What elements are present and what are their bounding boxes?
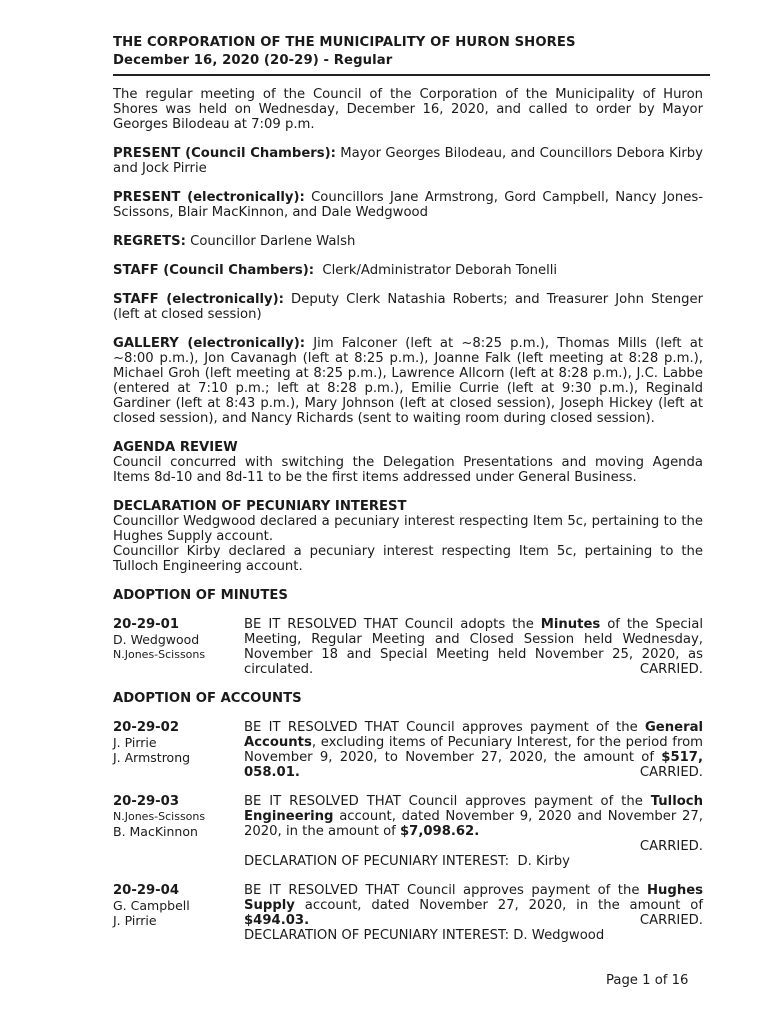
motion-text [244, 720, 703, 780]
motion-20-29-01 [113, 617, 703, 677]
intro-paragraph: The regular meeting of the Council of the Corporation of the Municipality of Huron Shores was held on Wednesday, December 16, 2020, and called to order by Mayor Georges Bilodeau at 7:09 p.m. [113, 87, 703, 132]
carried-label: CARRIED. [639, 839, 703, 854]
motion-amount: $494.03. [244, 913, 310, 928]
motion-number: 20-29-02 [113, 720, 180, 735]
motion-text [244, 883, 703, 943]
gallery [113, 336, 703, 426]
motion-text-bold: Tulloch Engineering [244, 794, 703, 824]
motion-text [244, 794, 703, 869]
motion-number: 20-29-01 [113, 617, 180, 632]
motion-declaration: DECLARATION OF PECUNIARY INTEREST: D. Kirby [244, 854, 570, 869]
agenda-review-text: Council concurred with switching the Delegation Presentations and moving Agenda Items 8d-10 and 8d-11 to be the first items addressed under General Business. [113, 455, 703, 485]
agenda-review-heading: AGENDA REVIEW [113, 440, 238, 455]
motion-20-29-03 [113, 794, 703, 869]
motion-mover: D. Wedgwood [113, 632, 200, 647]
staff-chambers-label: STAFF (Council Chambers): [113, 263, 315, 278]
motion-text-bold: General Accounts [244, 720, 703, 750]
accounts-heading: ADOPTION OF ACCOUNTS [113, 691, 302, 706]
carried-label: CARRIED. [639, 765, 703, 780]
present-chambers-label: PRESENT (Council Chambers): [113, 146, 336, 161]
regrets-label: REGRETS: [113, 234, 186, 249]
motion-mover: N.Jones-Scissons [113, 810, 206, 823]
staff-chambers-text: Clerk/Administrator Deborah Tonelli [314, 263, 558, 278]
document-subtitle: December 16, 2020 (20-29) - Regular [113, 53, 393, 68]
motion-text [244, 617, 703, 677]
motion-20-29-02 [113, 720, 703, 780]
motion-text-pre: BE IT RESOLVED THAT Council approves payment of the [244, 720, 645, 735]
regrets [113, 234, 703, 249]
motion-mover: J. Pirrie [113, 735, 157, 750]
motion-seconder: N.Jones-Scissons [113, 648, 206, 661]
gallery-text: Jim Falconer (left at ~8:25 p.m.), Thomas Mills (left at ~8:00 p.m.), Jon Cavanagh (left at 8:25 p.m.), Joanne Falk (left meeting at 8:28 p.m.), Michael Groh (left meeting at 8:25 p.m.), Lawrence Allcorn (left at 8:28 p.m.), J.C. Labbe (entered at 7:10 p.m.; left at 8:28 p.m.), Emilie Currie (left at 9:30 p.m.), Reginald Gardiner (left at 8:43 p.m.), Mary Johnson (left at closed session), Joseph Hickey (left at closed session), and Nancy Richards (sent to waiting room during closed session). [113, 336, 703, 426]
carried-label: CARRIED. [639, 662, 703, 677]
motion-number: 20-29-04 [113, 883, 180, 898]
gallery-label: GALLERY (electronically): [113, 336, 306, 351]
motion-text-bold: Minutes [540, 617, 601, 632]
minutes-heading: ADOPTION OF MINUTES [113, 588, 288, 603]
regrets-text: Councillor Darlene Walsh [185, 234, 356, 249]
motion-declaration: DECLARATION OF PECUNIARY INTEREST: D. Wedgwood [244, 928, 605, 943]
present-electronic-text: Councillors Jane Armstrong, Gord Campbell, Nancy Jones-Scissons, Blair MacKinnon, and Dale Wedgwood [113, 190, 703, 220]
document-page [113, 34, 703, 943]
page-number: Page 1 of 16 [606, 973, 689, 988]
staff-electronic-label: STAFF (electronically): [113, 292, 284, 307]
motion-meta [113, 794, 244, 869]
motion-seconder: J. Armstrong [113, 750, 191, 765]
motion-seconder: B. MacKinnon [113, 824, 198, 839]
motion-meta [113, 883, 244, 943]
motion-amount: $7,098.62. [399, 824, 480, 839]
motion-text-mid: , excluding items of Pecuniary Interest, for the period from November 9, 2020, to November 27, 2020, the amount of [244, 735, 703, 765]
motion-text-pre: BE IT RESOLVED THAT Council approves payment of the [244, 883, 647, 898]
motion-amount: $517, 058.01. [244, 750, 703, 780]
present-electronic [113, 190, 703, 220]
staff-chambers [113, 263, 703, 278]
motion-meta [113, 617, 244, 677]
present-chambers-text: Mayor Georges Bilodeau, and Councillors Debora Kirby and Jock Pirrie [113, 146, 703, 176]
motion-text-post: of the Special Meeting, Regular Meeting and Closed Session held Wednesday, November 18 and Special Meeting held November 25, 2020, as circulated. [244, 617, 703, 677]
motion-20-29-04 [113, 883, 703, 943]
motion-mover: G. Campbell [113, 898, 190, 913]
pecuniary-line-1: Councillor Wedgwood declared a pecuniary interest respecting Item 5c, pertaining to the Hughes Supply account. [113, 514, 703, 544]
motion-text-bold: Hughes Supply [244, 883, 703, 913]
motion-seconder: J. Pirrie [113, 913, 157, 928]
motion-text-pre: BE IT RESOLVED THAT Council approves payment of the [244, 794, 651, 809]
pecuniary-line-2: Councillor Kirby declared a pecuniary interest respecting Item 5c, pertaining to the Tulloch Engineering account. [113, 544, 703, 574]
motion-number: 20-29-03 [113, 794, 180, 809]
staff-electronic-text: Deputy Clerk Natashia Roberts; and Treasurer John Stenger (left at closed session) [113, 292, 703, 322]
staff-electronic [113, 292, 703, 322]
pecuniary-heading: DECLARATION OF PECUNIARY INTEREST [113, 499, 407, 514]
carried-label: CARRIED. [639, 913, 703, 928]
motion-text-mid: account, dated November 9, 2020 and November 27, 2020, in the amount of [244, 809, 703, 839]
document-title: THE CORPORATION OF THE MUNICIPALITY OF HURON SHORES [113, 35, 576, 50]
motion-meta [113, 720, 244, 780]
motion-text-pre: BE IT RESOLVED THAT Council adopts the [244, 617, 541, 632]
present-chambers [113, 146, 703, 176]
motion-text-mid: account, dated November 27, 2020, in the amount of [294, 898, 703, 913]
present-electronic-label: PRESENT (electronically): [113, 190, 305, 205]
